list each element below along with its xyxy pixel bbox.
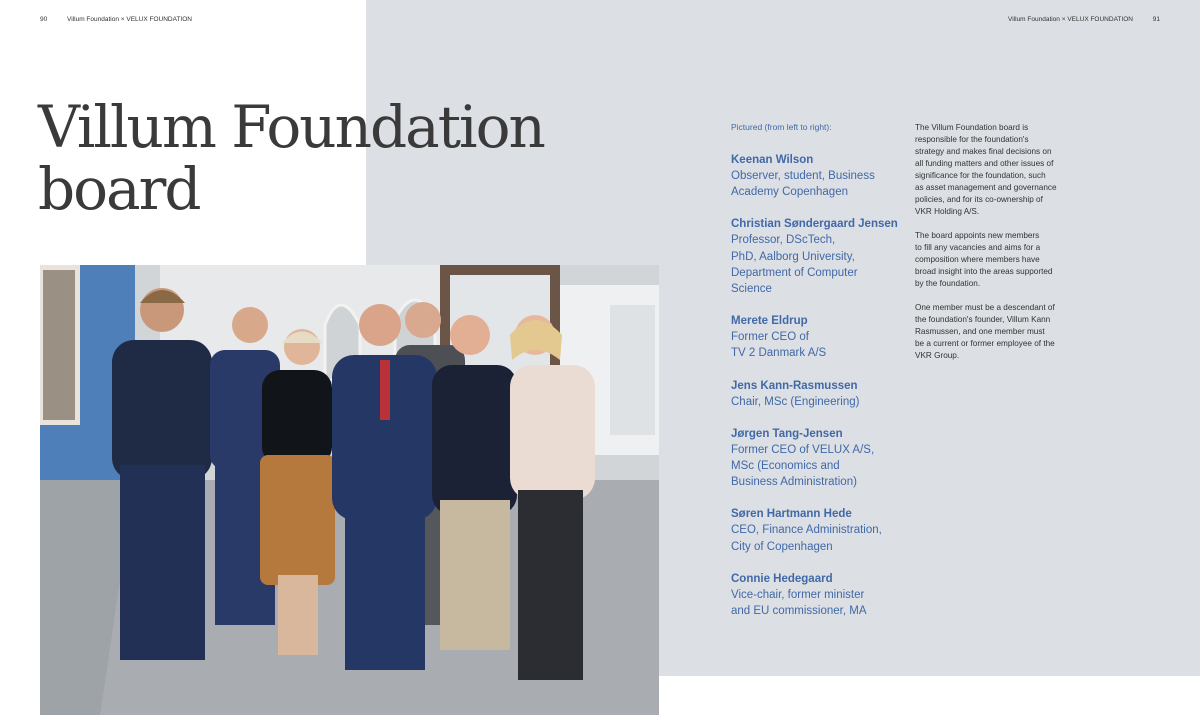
member-name: Merete Eldrup	[731, 315, 808, 328]
page-title-line-1: Villum Foundation	[38, 93, 544, 161]
member-role: Vice-chair, former minister and EU commissioner, MA	[731, 588, 867, 618]
right-page-number: 91	[1152, 16, 1160, 23]
right-page-header	[1008, 16, 1160, 23]
member-item	[731, 571, 911, 619]
board-description	[915, 122, 1075, 374]
member-name: Jørgen Tang-Jensen	[731, 427, 843, 440]
left-page-number: 90	[40, 16, 48, 23]
person-1	[112, 288, 212, 660]
group-photo-illustration	[40, 265, 659, 715]
person-4	[332, 304, 437, 670]
right-running-title: Villum Foundation × VELUX FOUNDATION	[1008, 16, 1133, 23]
member-item	[731, 313, 911, 361]
member-item	[731, 216, 911, 297]
pictured-caption: Pictured (from left to right):	[731, 122, 832, 132]
member-name: Keenan Wilson	[731, 154, 814, 166]
member-role: Observer, student, Business Academy Copenhagen	[731, 170, 875, 199]
member-role: Chair, MSc (Engineering)	[731, 395, 860, 408]
member-name: Christian Søndergaard Jensen	[731, 218, 898, 231]
person-7	[510, 315, 595, 680]
member-item	[731, 152, 911, 200]
member-item	[731, 426, 911, 491]
description-paragraph: One member must be a descendant of the foundation's founder, Villum Kann Rasmussen, and one member must be a current or former employee of the VKR Group.	[915, 303, 1055, 360]
member-item	[731, 506, 911, 554]
left-page-header	[40, 16, 192, 23]
page-title	[38, 93, 598, 223]
member-role: Former CEO of VELUX A/S, MSc (Economics and Business Administration)	[731, 443, 875, 489]
member-item	[731, 378, 911, 410]
member-role: Professor, DScTech, PhD, Aalborg University, Department of Computer Science	[731, 234, 858, 296]
description-paragraph: The board appoints new members to fill any vacancies and aims for a composition where members have broad insight into the areas supported by the foundation.	[915, 231, 1053, 288]
member-role: CEO, Finance Administration, City of Copenhagen	[731, 524, 882, 553]
member-name: Connie Hedegaard	[731, 572, 833, 585]
left-running-title: Villum Foundation × VELUX FOUNDATION	[67, 16, 192, 23]
description-paragraph: The Villum Foundation board is responsible for the foundation's strategy and makes final decisions on all funding matters and other issues of significance for the foundation, such as asset management and governance policies, and for its co-ownership of VKR Holding A/S.	[915, 123, 1057, 216]
member-name: Søren Hartmann Hede	[731, 508, 852, 521]
member-role: Former CEO of TV 2 Danmark A/S	[731, 331, 827, 360]
members-list	[731, 122, 911, 635]
page-title-line-2: board	[38, 155, 200, 223]
board-group-photo	[40, 265, 659, 715]
member-name: Jens Kann-Rasmussen	[731, 379, 858, 392]
